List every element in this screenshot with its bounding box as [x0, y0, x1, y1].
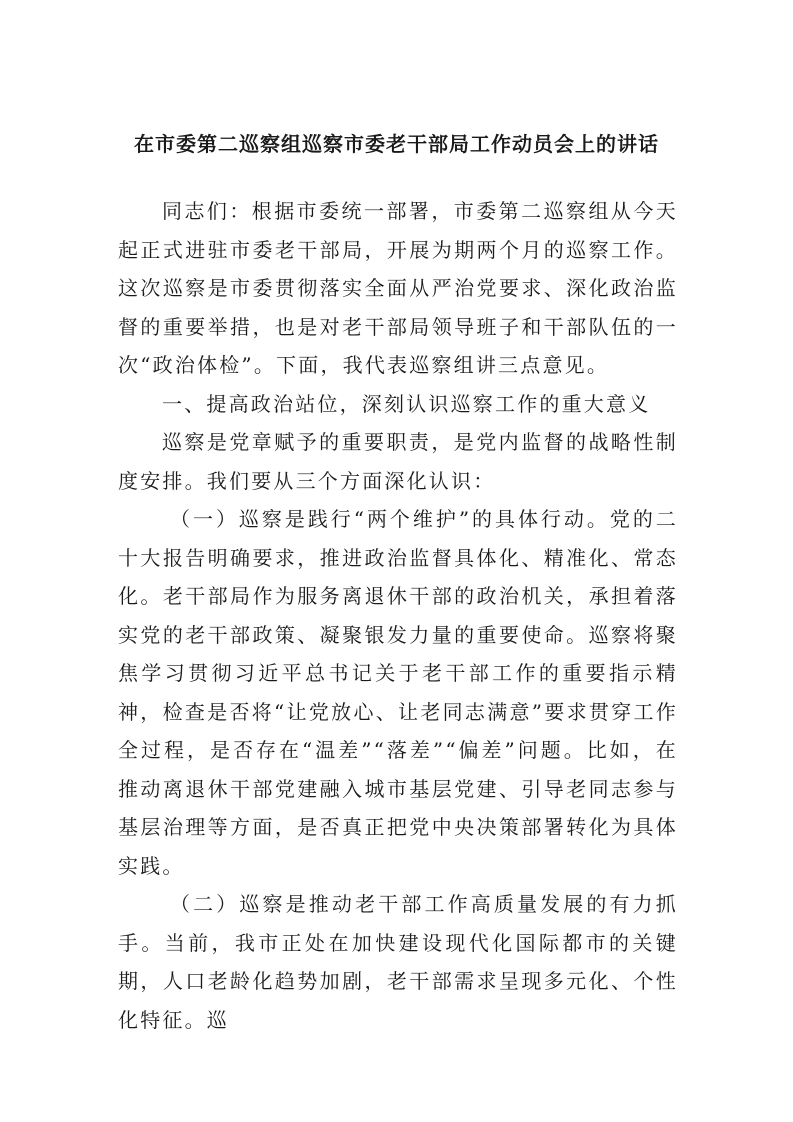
document-body — [118, 192, 678, 1039]
paragraph-intro: 巡察是党章赋予的重要职责，是党内监督的战略性制度安排。我们要从三个方面深化认识： — [118, 430, 678, 493]
section-heading-1: 一、提高政治站位，深刻认识巡察工作的重大意义 — [162, 391, 651, 416]
paragraph-point-2: （二）巡察是推动老干部工作高质量发展的有力抓手。当前，我市正处在加快建设现代化国际都市的关键期，人口老龄化趋势加剧，老干部需求呈现多元化、个性化特征。巡 — [118, 892, 678, 1032]
document-title: 在市委第二巡察组巡察市委老干部局工作动员会上的讲话 — [134, 132, 659, 156]
paragraph-opening: 同志们：根据市委统一部署，市委第二巡察组从今天起正式进驻市委老干部局，开展为期两个月的巡察工作。这次巡察是市委贯彻落实全面从严治党要求、深化政治监督的重要举措，也是对老干部局领导班子和干部队伍的一次“政治体检”。下面，我代表巡察组讲三点意见。 — [118, 199, 678, 377]
paragraph-point-1: （一）巡察是践行“两个维护”的具体行动。党的二十大报告明确要求，推进政治监督具体化、精准化、常态化。老干部局作为服务离退休干部的政治机关，承担着落实党的老干部政策、凝聚银发力量的重要使命。巡察将聚焦学习贯彻习近平总书记关于老干部工作的重要指示精神，检查是否将“让党放心、让老同志满意”要求贯穿工作全过程，是否存在“温差”“落差”“偏差”问题。比如，在推动离退休干部党建融入城市基层党建、引导老同志参与基层治理等方面，是否真正把党中央决策部署转化为具体实践。 — [118, 507, 678, 878]
